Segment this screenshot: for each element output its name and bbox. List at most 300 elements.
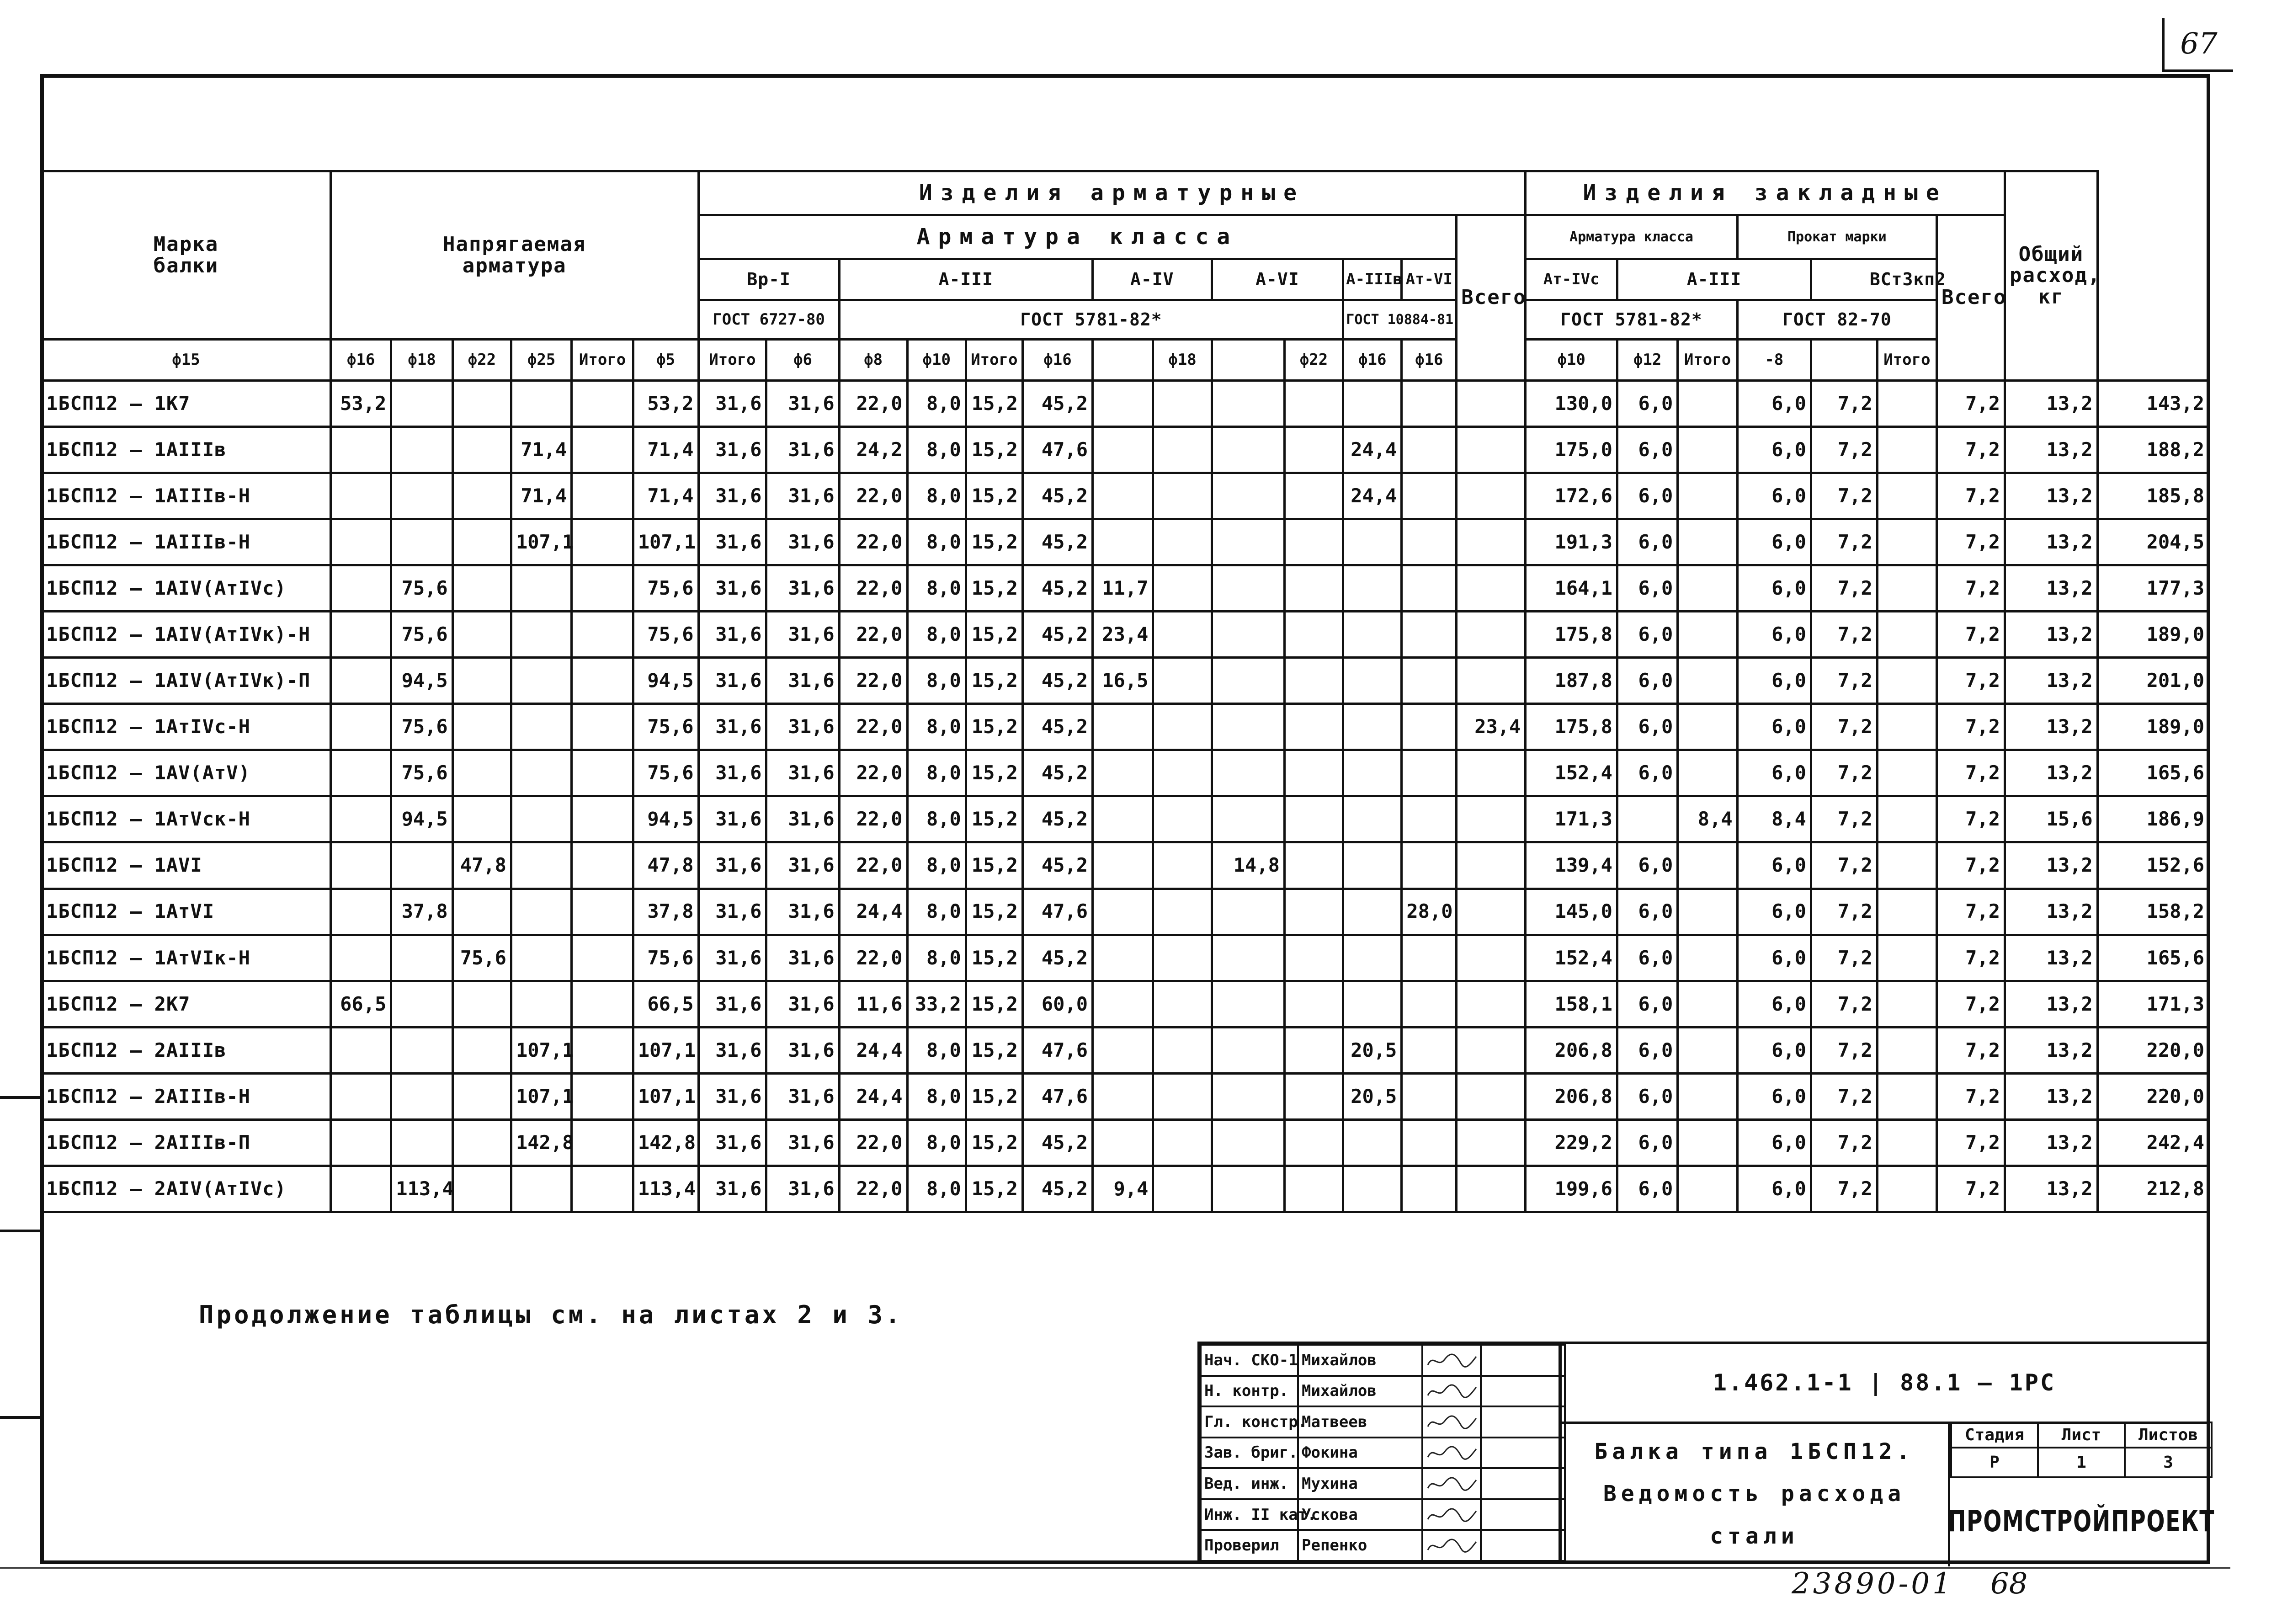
table-cell [1093,1027,1153,1073]
table-cell: 13,2 [2005,1027,2098,1073]
table-cell [330,612,391,658]
table-cell: 6,0 [1737,1166,1811,1212]
sheets-label: Листов [2125,1422,2212,1448]
table-cell [1343,842,1402,889]
table-cell: 45,2 [1022,704,1092,750]
table-cell: 15,2 [966,519,1022,565]
table-cell: 13,2 [2005,704,2098,750]
table-cell: 7,2 [1937,473,2005,519]
table-cell: 11,7 [1093,565,1153,612]
table-cell: 7,2 [1811,381,1877,427]
table-cell: 31,6 [766,565,839,612]
table-cell: 220,0 [2097,1073,2209,1119]
header-emb-vst3: ВСт3кп2 [1811,259,2005,300]
table-cell: 8,0 [907,519,966,565]
table-cell [1284,1073,1343,1119]
table-cell: 23,4 [1093,612,1153,658]
table-cell: 75,6 [633,935,698,981]
table-cell [330,796,391,842]
table-cell [1678,704,1737,750]
table-cell [1457,981,1526,1027]
table-cell [511,658,571,704]
table-cell: 7,2 [1811,1073,1877,1119]
table-cell [511,565,571,612]
table-cell: 31,6 [766,704,839,750]
table-cell: 37,8 [391,889,452,935]
sheet-value: 1 [2038,1448,2125,1477]
column-header: Итого [966,340,1022,381]
table-cell: 6,0 [1737,565,1811,612]
column-header: ф18 [1153,340,1212,381]
table-cell [1093,796,1153,842]
table-cell: 6,0 [1617,842,1677,889]
table-cell [1153,519,1212,565]
table-cell: 15,2 [966,842,1022,889]
signature-row [1201,1406,1565,1438]
header-emb-gost-82: ГОСТ 82-70 [1737,300,1936,340]
signature-date [1481,1499,1565,1530]
table-cell [1457,427,1526,473]
table-cell [1212,565,1284,612]
table-cell [1153,427,1212,473]
table-cell [391,473,452,519]
column-header: Итого [572,340,633,381]
table-cell: 47,6 [1022,1073,1092,1119]
table-row [42,1166,2209,1212]
column-header: ф15 [42,340,331,381]
beam-mark: 1БСП12 – 1АV(АтV) [42,750,331,796]
table-cell [330,704,391,750]
table-cell: 31,6 [766,889,839,935]
table-cell [1678,1166,1737,1212]
table-cell [1153,1027,1212,1073]
beam-mark: 1БСП12 – 2АIV(АтIVс) [42,1166,331,1212]
signature-name: Матвеев [1298,1406,1422,1438]
table-cell [572,750,633,796]
table-cell: 13,2 [2005,565,2098,612]
signature-row [1201,1530,1565,1561]
table-cell: 15,2 [966,704,1022,750]
table-cell: 66,5 [330,981,391,1027]
table-cell [572,427,633,473]
table-cell [511,750,571,796]
table-cell: 6,0 [1617,427,1677,473]
handwritten-signature [1422,1345,1481,1376]
table-cell [391,1073,452,1119]
table-cell: 75,6 [633,704,698,750]
beam-mark: 1БСП12 – 1АIIIв-Н [42,473,331,519]
table-cell: 45,2 [1022,519,1092,565]
table-cell: 6,0 [1617,1073,1677,1119]
table-cell: 7,2 [1811,427,1877,473]
beam-mark: 1БСП12 – 1АтVIк-Н [42,935,331,981]
beam-mark: 1БСП12 – 2К7 [42,981,331,1027]
table-cell: 6,0 [1617,889,1677,935]
table-cell: 7,2 [1937,1119,2005,1166]
table-row [42,750,2209,796]
table-cell: 8,4 [1678,796,1737,842]
table-cell: 60,0 [1022,981,1092,1027]
table-row [42,935,2209,981]
header-armature-class: Арматура класса [698,215,1457,259]
table-cell [330,565,391,612]
table-cell: 31,6 [698,1119,766,1166]
table-cell: 6,0 [1617,1027,1677,1073]
table-cell: 7,2 [1811,704,1877,750]
header-emb-class-a3: А-III [1617,259,1811,300]
table-cell: 45,2 [1022,842,1092,889]
table-cell: 22,0 [839,658,907,704]
table-cell [330,750,391,796]
table-row [42,565,2209,612]
signature-row [1201,1438,1565,1469]
table-cell [1457,842,1526,889]
table-cell [1457,1027,1526,1073]
table-cell: 6,0 [1737,1119,1811,1166]
signature-name: Мухина [1298,1468,1422,1499]
sheet-label: Лист [2038,1422,2125,1448]
table-cell: 172,6 [1526,473,1617,519]
signature-row [1201,1499,1565,1530]
table-cell [1212,612,1284,658]
header-gost-10884: ГОСТ 10884-81 [1343,300,1457,340]
table-cell [1343,981,1402,1027]
table-cell [1284,704,1343,750]
table-cell: 24,4 [1343,473,1402,519]
table-cell [1877,1027,1936,1073]
table-cell: 31,6 [698,1166,766,1212]
table-cell: 66,5 [633,981,698,1027]
beam-mark: 1БСП12 – 1АIV(АтIVк)-П [42,658,331,704]
table-cell: 206,8 [1526,1027,1617,1073]
stage-sheet-table [1950,1422,2213,1478]
column-header: ф5 [633,340,698,381]
table-cell [1343,889,1402,935]
table-cell: 107,1 [511,1073,571,1119]
signature-name: Михайлов [1298,1376,1422,1407]
table-cell [1284,427,1343,473]
table-cell: 6,0 [1617,473,1677,519]
table-cell: 31,6 [698,1027,766,1073]
table-cell: 242,4 [2097,1119,2209,1166]
header-class-a6: А-VI [1212,259,1343,300]
table-cell [1678,1119,1737,1166]
table-cell [452,1027,511,1073]
document-title [1561,1422,1950,1566]
table-cell: 75,6 [391,612,452,658]
table-cell [452,889,511,935]
signature-role: Гл. констр. [1201,1406,1298,1438]
beam-mark: 1БСП12 – 1АIV(АтIVк)-Н [42,612,331,658]
signature-role: Проверил [1201,1530,1298,1561]
column-header: ф16 [1022,340,1092,381]
table-cell [391,842,452,889]
column-header: ф22 [452,340,511,381]
handwritten-signature [1422,1468,1481,1499]
table-cell [1343,519,1402,565]
handwritten-signature [1422,1499,1481,1530]
table-cell [1212,796,1284,842]
table-cell [330,1073,391,1119]
table-cell [1153,1166,1212,1212]
table-cell [511,889,571,935]
table-cell: 22,0 [839,1119,907,1166]
column-header: ф25 [511,340,571,381]
table-cell [1457,935,1526,981]
title-block [1559,1342,2215,1564]
table-cell [1093,519,1153,565]
table-cell: 31,6 [766,1119,839,1166]
table-cell [1877,796,1936,842]
table-cell [330,935,391,981]
signature-role: Н. контр. [1201,1376,1298,1407]
table-cell [1678,427,1737,473]
table-cell: 7,2 [1937,658,2005,704]
table-cell [452,981,511,1027]
table-cell: 6,0 [1737,612,1811,658]
beam-mark: 1БСП12 – 1АVI [42,842,331,889]
table-cell: 31,6 [766,612,839,658]
table-cell: 165,6 [2097,750,2209,796]
column-header: ф18 [391,340,452,381]
table-cell: 7,2 [1937,889,2005,935]
table-cell [1402,1073,1457,1119]
header-prestressed: Напрягаемая арматура [330,171,698,340]
table-cell: 24,2 [839,427,907,473]
table-cell: 6,0 [1737,842,1811,889]
table-cell: 107,1 [511,519,571,565]
table-cell [1153,842,1212,889]
table-cell: 31,6 [698,935,766,981]
column-header: ф16 [1343,340,1402,381]
table-row [42,473,2209,519]
table-cell: 31,6 [766,473,839,519]
column-header: Итого [698,340,766,381]
table-cell [1212,427,1284,473]
beam-mark: 1БСП12 – 2АIIIв-Н [42,1073,331,1119]
table-cell: 71,4 [633,473,698,519]
table-cell: 158,2 [2097,889,2209,935]
table-cell: 31,6 [698,1073,766,1119]
table-cell: 7,2 [1811,1119,1877,1166]
table-cell: 7,2 [1937,612,2005,658]
table-cell [452,565,511,612]
table-cell [1877,981,1936,1027]
table-cell [1343,658,1402,704]
table-cell: 13,2 [2005,750,2098,796]
table-cell: 8,4 [1737,796,1811,842]
table-cell [1877,658,1936,704]
table-cell: 31,6 [698,381,766,427]
table-cell [452,658,511,704]
table-cell [572,981,633,1027]
table-cell: 71,4 [511,427,571,473]
table-cell: 7,2 [1937,1166,2005,1212]
table-cell [511,1166,571,1212]
table-cell: 45,2 [1022,473,1092,519]
table-cell: 22,0 [839,519,907,565]
table-cell [1212,1073,1284,1119]
table-cell [1877,935,1936,981]
table-cell [1212,519,1284,565]
table-cell [1402,427,1457,473]
table-cell [1153,381,1212,427]
table-cell [1212,658,1284,704]
beam-mark: 1БСП12 – 1АтIVс-Н [42,704,331,750]
table-cell [1457,612,1526,658]
table-cell: 6,0 [1617,1166,1677,1212]
table-cell [1093,427,1153,473]
table-cell [452,1119,511,1166]
table-cell [572,1166,633,1212]
table-cell: 7,2 [1811,1027,1877,1073]
table-cell: 171,3 [2097,981,2209,1027]
table-cell: 7,2 [1811,658,1877,704]
signature-role: Нач. СКО-1 [1201,1345,1298,1376]
table-cell [572,1073,633,1119]
table-cell [1284,1027,1343,1073]
binding-mark [0,1096,41,1099]
table-row [42,704,2209,750]
table-cell: 8,0 [907,1027,966,1073]
table-cell [452,704,511,750]
table-cell: 185,8 [2097,473,2209,519]
header-gost-5781: ГОСТ 5781-82* [839,300,1343,340]
table-cell: 189,0 [2097,612,2209,658]
table-cell [1457,565,1526,612]
table-cell [1402,565,1457,612]
table-cell [452,519,511,565]
column-header [1212,340,1284,381]
table-cell [1153,796,1212,842]
table-cell: 31,6 [766,750,839,796]
table-cell: 31,6 [698,750,766,796]
table-cell: 6,0 [1617,658,1677,704]
table-cell: 20,5 [1343,1073,1402,1119]
table-cell: 152,6 [2097,842,2209,889]
table-cell [1212,1166,1284,1212]
table-cell [1402,473,1457,519]
table-cell: 13,2 [2005,935,2098,981]
table-cell: 171,3 [1526,796,1617,842]
table-cell [1093,750,1153,796]
table-cell: 107,1 [633,519,698,565]
table-row [42,427,2209,473]
table-cell: 13,2 [2005,981,2098,1027]
table-row [42,658,2209,704]
table-cell: 71,4 [633,427,698,473]
column-header: Итого [1877,340,1936,381]
table-cell [391,935,452,981]
signature-row [1201,1345,1565,1376]
signature-role: Вед. инж. [1201,1468,1298,1499]
table-cell: 53,2 [633,381,698,427]
table-cell: 8,0 [907,889,966,935]
table-cell: 31,6 [698,565,766,612]
table-cell [572,612,633,658]
table-cell [1153,658,1212,704]
table-cell: 45,2 [1022,565,1092,612]
signature-date [1481,1345,1565,1376]
table-cell: 204,5 [2097,519,2209,565]
table-cell: 165,6 [2097,935,2209,981]
table-cell: 22,0 [839,842,907,889]
table-cell: 7,2 [1811,981,1877,1027]
table-cell: 7,2 [1937,519,2005,565]
table-cell [1284,889,1343,935]
continuation-note: Продолжение таблицы см. на листах 2 и 3. [199,1300,903,1329]
table-cell: 6,0 [1737,1073,1811,1119]
table-cell: 15,2 [966,381,1022,427]
table-cell [1093,473,1153,519]
beam-mark: 1БСП12 – 1К7 [42,381,331,427]
table-cell: 175,8 [1526,612,1617,658]
signature-table [1200,1344,1566,1562]
table-cell: 187,8 [1526,658,1617,704]
table-cell [1212,473,1284,519]
table-cell: 6,0 [1737,473,1811,519]
table-cell: 13,2 [2005,658,2098,704]
table-cell: 75,6 [633,750,698,796]
table-cell: 229,2 [1526,1119,1617,1166]
table-cell [1402,1119,1457,1166]
table-row [42,1119,2209,1166]
table-cell: 31,6 [698,473,766,519]
table-cell: 164,1 [1526,565,1617,612]
table-cell: 31,6 [766,519,839,565]
table-cell: 7,2 [1937,981,2005,1027]
table-cell: 142,8 [633,1119,698,1166]
stage-value: Р [1951,1448,2038,1477]
table-cell: 201,0 [2097,658,2209,704]
table-cell [1153,612,1212,658]
table-cell: 31,6 [766,981,839,1027]
table-cell [1153,473,1212,519]
table-cell [391,519,452,565]
table-cell: 8,0 [907,1166,966,1212]
table-cell [1343,796,1402,842]
table-cell: 13,2 [2005,612,2098,658]
table-cell: 8,0 [907,842,966,889]
title-line-2: Ведомость расхода [1603,1481,1906,1507]
signature-name: Репенко [1298,1530,1422,1561]
table-cell [511,612,571,658]
table-cell [511,981,571,1027]
table-cell: 13,2 [2005,1119,2098,1166]
beam-mark: 1БСП12 – 2АIIIв [42,1027,331,1073]
stage-label: Стадия [1951,1422,2038,1448]
table-cell: 7,2 [1811,473,1877,519]
table-cell: 47,6 [1022,889,1092,935]
table-cell [1284,796,1343,842]
table-cell: 15,2 [966,981,1022,1027]
table-cell: 15,2 [966,1119,1022,1166]
table-cell: 7,2 [1811,796,1877,842]
table-cell [1343,565,1402,612]
table-cell [572,889,633,935]
table-cell: 14,8 [1212,842,1284,889]
document-code: 1.462.1-1 | 88.1 – 1РС [1561,1344,2208,1424]
table-cell: 6,0 [1617,704,1677,750]
header-class-at6: Ат-VI [1402,259,1457,300]
table-cell: 22,0 [839,796,907,842]
table-cell: 7,2 [1937,381,2005,427]
table-cell [1093,381,1153,427]
table-row [42,842,2209,889]
table-cell: 7,2 [1937,565,2005,612]
table-cell: 7,2 [1811,935,1877,981]
table-cell [1877,612,1936,658]
